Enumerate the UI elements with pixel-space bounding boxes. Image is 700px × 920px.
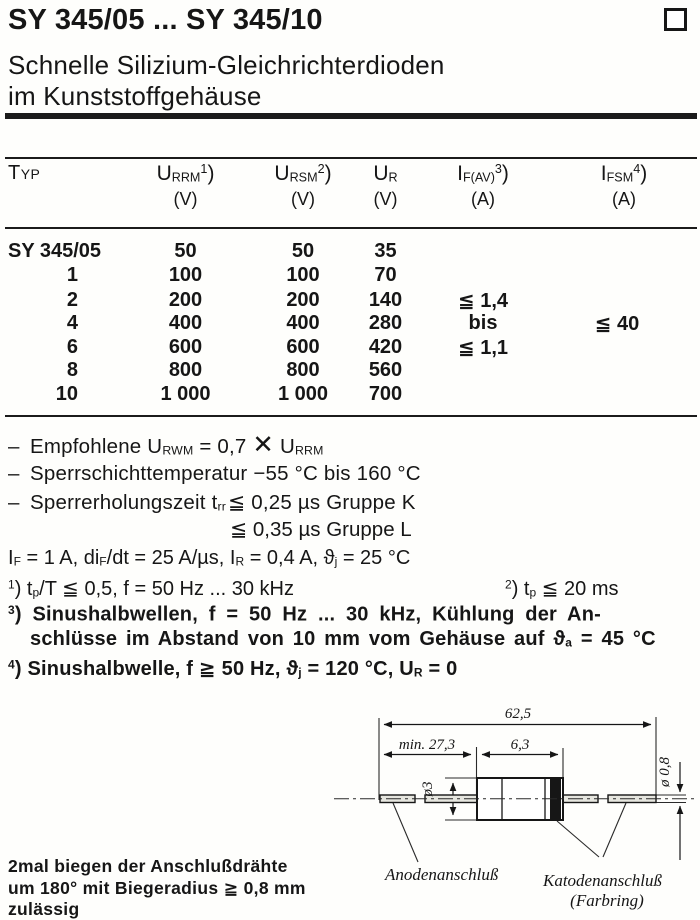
cond-sub: F <box>13 554 21 569</box>
dash-bullet: – <box>8 491 20 514</box>
note-text: Sperrschichttemperatur −55 °C bis 160 °C <box>30 462 421 485</box>
unit-ifav: (A) <box>471 189 495 209</box>
ratings-table <box>0 240 700 407</box>
cell-ur: 70 <box>374 264 397 287</box>
cell-urrm: 400 <box>168 312 203 335</box>
footnote-text: = 0 <box>422 658 458 680</box>
bend-note-line-2: um 180° mit Biegeradius ≧ 0,8 mm <box>8 877 306 898</box>
cond-sub: j <box>334 554 338 569</box>
cond-sub: R <box>235 554 245 569</box>
cell-ursm: 1 000 <box>277 383 329 406</box>
footnote-text: = 120 °C, U <box>301 658 414 680</box>
cell-ifav: ≦ 1,4 <box>457 289 509 312</box>
cell-typ: SY 345/05 <box>8 240 102 263</box>
thick-rule <box>5 113 697 119</box>
unit-typ <box>0 189 118 210</box>
table-row <box>0 288 700 312</box>
cell-ursm: 50 <box>291 240 315 263</box>
footnote-sub: a <box>565 635 573 650</box>
page-title: SY 345/05 ... SY 345/10 <box>8 4 323 36</box>
page-subtitle <box>8 50 445 112</box>
table-row <box>0 359 700 383</box>
table-bottom-rule <box>5 415 697 417</box>
cell-ursm: 800 <box>286 359 320 382</box>
footnote-3-line-1 <box>8 603 601 627</box>
dash-bullet: – <box>8 462 20 485</box>
table-header-units <box>0 189 700 210</box>
table-row <box>0 264 700 288</box>
footnote-2 <box>505 576 619 601</box>
cell-ur: 140 <box>368 288 403 311</box>
cell-urrm: 800 <box>168 359 203 382</box>
table-header-symbols <box>0 162 700 186</box>
dim-body-length: 6,3 <box>510 737 530 753</box>
cond-text: /dt = 25 A/µs, I <box>106 547 236 569</box>
note-text: = 0,7 <box>193 435 253 458</box>
note-value-k: ≦ 0,25 µs Gruppe K <box>228 491 416 514</box>
unit-ursm: (V) <box>291 189 315 209</box>
dash-bullet: – <box>8 435 20 458</box>
table-row <box>0 240 700 264</box>
cond-sub: F <box>99 554 107 569</box>
col-header-ifsm: $I_{FSM}^4$) <box>600 162 648 185</box>
footnote-text: ) t <box>14 578 33 600</box>
note-sub: RRM <box>294 443 324 458</box>
col-header-ifav: $I_{F(AV)}^3$) <box>457 162 509 185</box>
footnote-text: ) t <box>511 578 530 600</box>
cond-text: = 1 A, di <box>20 547 100 569</box>
cathode-label: Katodenanschluß <box>543 871 662 890</box>
table-header-rule <box>5 227 697 229</box>
bend-note <box>8 856 306 920</box>
cell-ur: 560 <box>368 359 403 382</box>
note-sub: rr <box>217 499 227 514</box>
note-text: Empfohlene U <box>30 435 163 458</box>
footnote-marker: 4 <box>8 657 15 672</box>
footnote-text: ) Sinushalbwelle, f ≧ 50 Hz, ϑ <box>14 658 299 680</box>
cell-ursm: 200 <box>286 288 320 311</box>
footnote-sub: R <box>413 665 423 680</box>
cell-ifav: bis <box>468 312 498 335</box>
cell-ur: 280 <box>368 312 403 335</box>
cell-urrm: 600 <box>168 336 203 359</box>
subtitle-line-1: Schnelle Silizium-Gleichrichterdioden <box>8 50 445 80</box>
note-trr-group-l: ≦ 0,35 µs Gruppe L <box>230 518 412 541</box>
bend-note-line-3: zulässig <box>8 899 80 919</box>
cell-typ: 1 <box>66 264 78 287</box>
dim-body-diameter: ø3 <box>420 781 436 797</box>
cell-ur: 420 <box>368 336 403 359</box>
footnote-4 <box>8 656 457 681</box>
cell-ursm: 100 <box>286 264 320 287</box>
cell-urrm: 100 <box>168 264 203 287</box>
cell-ifav: ≦ 1,1 <box>457 337 509 360</box>
col-header-ur: $U_R$ <box>373 162 398 185</box>
cathode-label-farbring: (Farbring) <box>570 891 644 910</box>
footnote-sub: p <box>32 585 40 600</box>
table-row <box>0 335 700 359</box>
multiply-sign: ✕ <box>252 431 275 459</box>
dim-overall-length: 62,5 <box>504 706 532 722</box>
unit-urrm: (V) <box>173 189 198 209</box>
cell-ursm: 600 <box>286 336 320 359</box>
note-text: U <box>274 435 295 458</box>
note-urwm <box>8 433 324 459</box>
cond-text: = 25 °C <box>337 547 411 569</box>
dim-lead-diameter: ø 0,8 <box>657 757 673 787</box>
cell-typ: 2 <box>66 288 78 311</box>
cell-ursm: 400 <box>286 312 320 335</box>
col-header-ursm: $U_{RSM}^2$) <box>274 162 332 185</box>
cond-text: = 0,4 A, ϑ <box>244 547 335 569</box>
cell-urrm: 200 <box>168 288 203 311</box>
note-trr <box>8 490 416 515</box>
note-text: Sperrerholungszeit t <box>30 491 218 514</box>
table-row <box>0 383 700 407</box>
note-label <box>8 491 228 515</box>
cell-typ: 6 <box>66 336 78 359</box>
col-header-typ: Typ <box>8 162 41 184</box>
cell-ur: 35 <box>374 240 397 263</box>
footnote-sub: j <box>298 665 302 680</box>
subtitle-line-2: im Kunststoffgehäuse <box>8 81 262 111</box>
footnote-marker: 2 <box>505 577 512 592</box>
unit-ur: (V) <box>373 189 398 209</box>
package-drawing <box>330 690 700 920</box>
cell-typ: 8 <box>66 359 78 382</box>
footnote-1 <box>8 576 294 601</box>
col-header-urrm: $U_{RRM}^1$) <box>156 162 215 185</box>
bend-note-line-1: 2mal biegen der Anschlußdrähte <box>8 856 288 876</box>
note-sub: RWM <box>162 443 194 458</box>
footnote-text: ≦ 20 ms <box>536 578 619 600</box>
unit-ifsm: (A) <box>612 189 636 209</box>
cond-text: I <box>8 547 14 569</box>
cell-urrm: 50 <box>174 240 197 263</box>
footnote-marker: 1 <box>8 577 15 592</box>
cell-ifsm: ≦ 40 <box>594 313 640 336</box>
cell-urrm: 1 000 <box>160 383 211 406</box>
conditions-line <box>8 547 410 570</box>
footnote-marker: 3 <box>8 603 15 617</box>
corner-checkbox <box>664 8 687 31</box>
table-top-rule <box>5 157 697 159</box>
table-row <box>0 311 700 335</box>
cell-typ: 4 <box>66 312 78 335</box>
dim-lead-min-length: min. 27,3 <box>398 737 456 753</box>
footnote-3-line-2 <box>30 628 656 651</box>
footnote-text: ) Sinushalbwellen, f = 50 Hz ... 30 kHz, Kühlung der An- <box>14 603 601 626</box>
note-temperature <box>8 462 421 486</box>
footnote-text: schlüsse im Abstand von 10 mm vom Gehäuse auf ϑ <box>30 628 566 650</box>
footnote-text: = 45 °C <box>572 628 656 650</box>
footnote-sub: p <box>529 585 537 600</box>
cell-ur: 700 <box>368 383 403 406</box>
cell-typ: 10 <box>55 383 78 406</box>
footnote-text: /T ≦ 0,5, f = 50 Hz ... 30 kHz <box>39 578 294 600</box>
anode-label: Anodenanschluß <box>385 865 499 884</box>
